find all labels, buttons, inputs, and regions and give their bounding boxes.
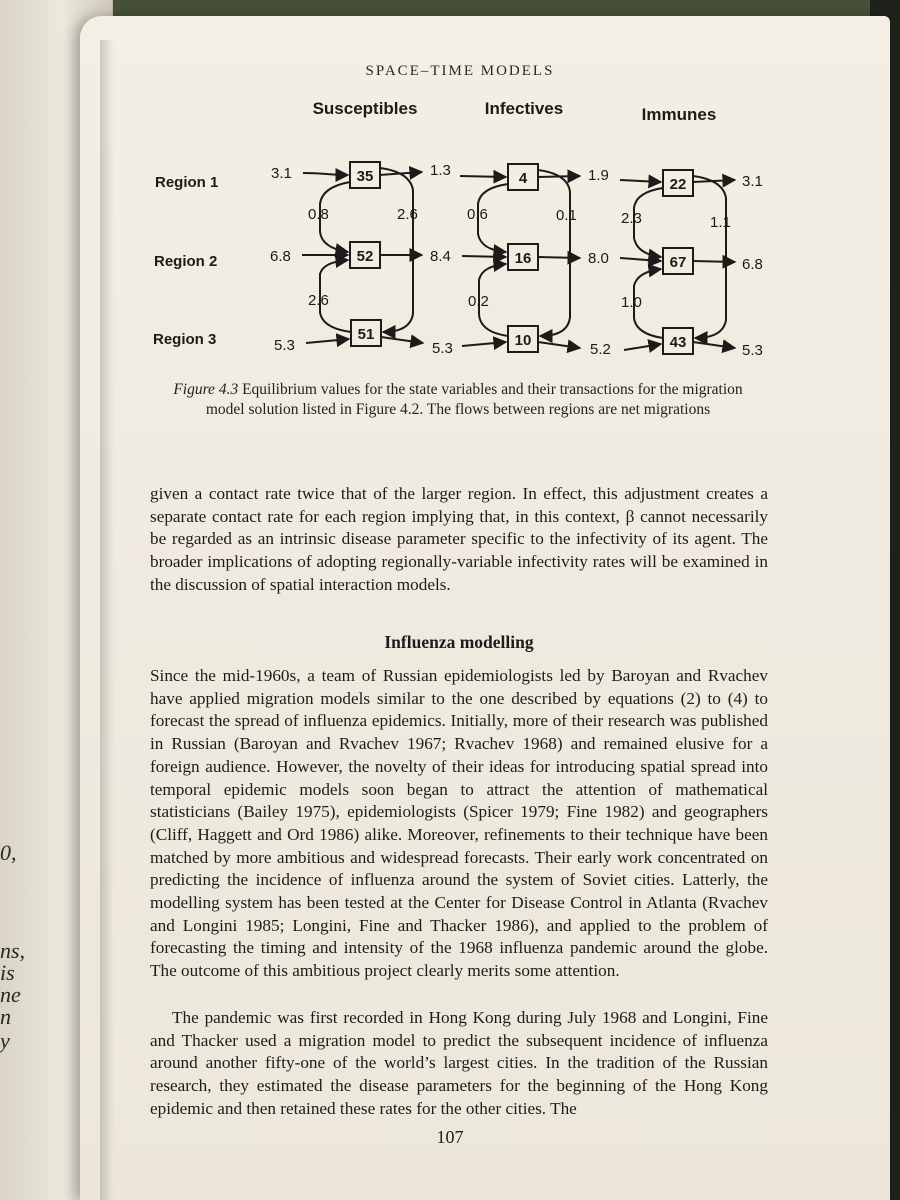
flow-arrow: [460, 176, 506, 177]
susceptibles-region-3-value: 51: [357, 326, 375, 343]
migration-value: 0.2: [468, 293, 489, 310]
flow-value: 8.4: [430, 248, 451, 265]
flow-value: 5.2: [590, 341, 611, 358]
flow-arrow: [462, 342, 506, 346]
flow-arrow: [538, 342, 580, 348]
migration-value: 0.6: [467, 206, 488, 223]
figure-caption-text: Equilibrium values for the state variables and their transactions for the migration model solution listed in Figure 4.2. The flows between regions are net migrations: [205, 381, 743, 418]
susceptibles-region-2-value: 52: [356, 248, 374, 265]
facing-page-fragment: 0,: [0, 840, 17, 865]
flow-value: 5.3: [274, 337, 295, 354]
region-label-2: Region 2: [154, 253, 218, 270]
migration-loop: [380, 168, 413, 332]
flow-value: 8.0: [588, 250, 609, 267]
flow-arrow: [620, 258, 661, 261]
flow-arrow: [693, 342, 735, 348]
figure-caption-label: Figure 4.3: [173, 381, 239, 398]
infectives-region-1-value: 4: [518, 170, 528, 187]
page-number: 107: [436, 1127, 464, 1147]
flow-arrow: [624, 344, 661, 350]
column-header-susceptibles: Susceptibles: [312, 99, 418, 118]
flow-arrow: [693, 261, 735, 262]
migration-value: 2.3: [621, 210, 642, 227]
flow-arrow: [303, 173, 348, 175]
migration-value: 0.1: [556, 207, 577, 224]
migration-value: 1.0: [621, 294, 642, 311]
immunes-region-2-value: 67: [669, 254, 687, 271]
figure-4-3-flow-diagram: [140, 92, 780, 372]
flow-value: 6.8: [270, 248, 291, 265]
flow-value: 1.9: [588, 167, 609, 184]
migration-value: 0.8: [308, 206, 329, 223]
running-head: SPACE–TIME MODELS: [365, 63, 555, 79]
migration-value: 1.1: [710, 214, 731, 231]
flow-value: 3.1: [271, 165, 292, 182]
facing-page-fragment: ns,: [0, 938, 26, 963]
flow-arrow: [306, 339, 349, 343]
susceptibles-region-1-value: 35: [356, 168, 374, 185]
region-label-3: Region 3: [153, 331, 217, 348]
column-header-infectives: Infectives: [484, 99, 564, 118]
migration-loop: [538, 170, 570, 336]
body-paragraph-3: The pandemic was first recorded in Hong Kong during July 1968 and Longini, Fine and Thacker used a migration model to predict the subsequent incidence of influenza around another fifty-one of the world’s largest cities. In the tradition of the Russian research, they estimated the disease parameters for the beginning of the Hong Kong epidemic and then retained these rates for the other cities. The: [150, 1008, 768, 1118]
flow-arrow: [462, 256, 506, 257]
region-label-1: Region 1: [155, 174, 219, 191]
figure-caption: [168, 380, 748, 420]
facing-page-fragment: is: [0, 960, 15, 985]
flow-value: 5.3: [742, 342, 763, 359]
infectives-region-3-value: 10: [514, 332, 532, 349]
flow-value: 3.1: [742, 173, 763, 190]
flow-value: 5.3: [432, 340, 453, 357]
page-gutter-shadow: [100, 40, 114, 1200]
flow-arrow: [620, 180, 661, 182]
section-heading: Influenza modelling: [384, 632, 534, 652]
migration-value: 2.6: [308, 292, 329, 309]
facing-page-fragment: ne: [0, 982, 21, 1007]
body-paragraph-1: given a contact rate twice that of the larger region. In effect, this adjustment creates a separate contact rate for each region implying that, in this context, β cannot necessarily be regarded as an intrinsic disease parameter specific to the infectivity of its agent. The broader implications of adopting regionally-variable infectivity rates will be examined in the discussion of spatial interaction models.: [150, 484, 768, 594]
infectives-region-2-value: 16: [514, 250, 532, 267]
flow-value: 6.8: [742, 256, 763, 273]
flow-arrow: [381, 337, 423, 343]
migration-loop: [693, 176, 726, 338]
flow-arrow: [538, 257, 580, 258]
body-paragraph-2: Since the mid-1960s, a team of Russian epidemiologists led by Baroyan and Rvachev have applied migration models similar to the one described by equations (2) to (4) to forecast the spread of influenza epidemics. Initially, more of their research was published in Russian (Baroyan and Rvachev 1967; Rvachev 1968) and remained elusive for a foreign audience. However, the novelty of their ideas for introducing spatial spread into temporal epidemic models soon began to attract the attention of mathematical statisticians (Bailey 1975), epidemiologists (Spicer 1979; Fine 1982) and geographers (Cliff, Haggett and Ord 1986) alike. Moreover, refinements to their technique have been matched by more ambitious and widespread forecasts. Their early work concentrated on predicting the incidence of influenza around the system of Soviet cities. Latterly, the modelling system has been tested at the Center for Disease Control in Atlanta (Rvachev and Longini 1985; Longini, Fine and Thacker 1986), and applied to the problem of forecasting the timing and intensity of the 1968 influenza pandemic around the globe. The outcome of this ambitious project clearly merits some attention.: [150, 666, 768, 981]
flow-value: 1.3: [430, 162, 451, 179]
column-header-immunes: Immunes: [641, 105, 717, 124]
immunes-region-1-value: 22: [669, 176, 687, 193]
migration-value: 2.6: [397, 206, 418, 223]
immunes-region-3-value: 43: [669, 334, 687, 351]
facing-page-fragment: y: [0, 1028, 10, 1053]
facing-page-fragment: n: [0, 1004, 11, 1029]
